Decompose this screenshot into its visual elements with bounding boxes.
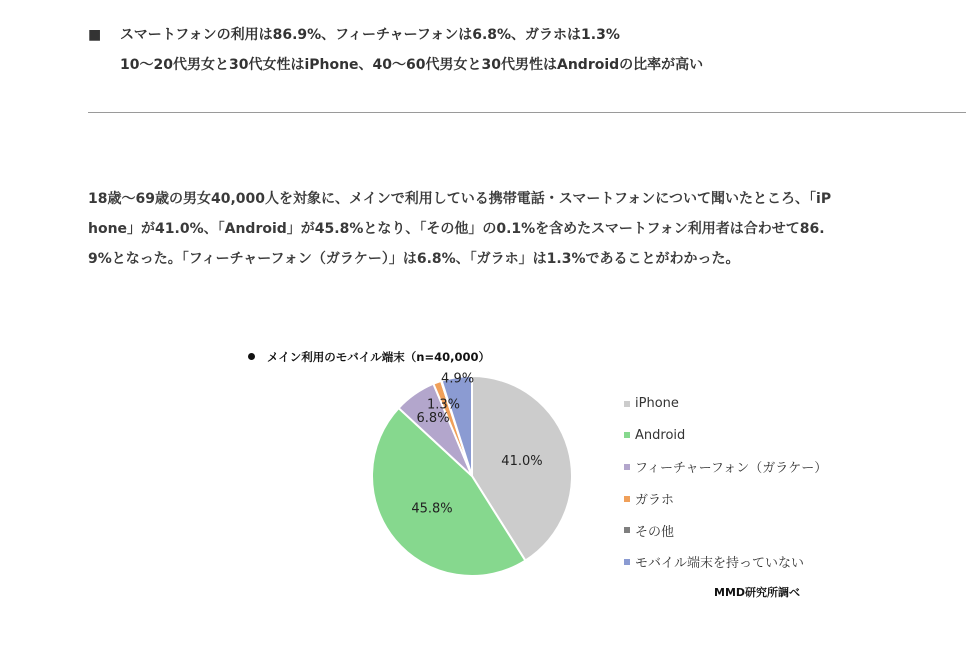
data-label: 41.0% [501, 454, 543, 470]
legend-item [624, 420, 827, 452]
legend-swatch [624, 527, 630, 533]
legend-item [624, 388, 827, 420]
data-label: 45.8% [411, 501, 453, 517]
legend-item [624, 514, 827, 546]
legend-label: モバイル端末を持っていない [635, 556, 805, 572]
legend-swatch [624, 496, 630, 502]
legend-label: Android [635, 427, 686, 443]
legend-item [624, 451, 827, 483]
legend-label: その他 [635, 524, 675, 540]
headline-line-1: スマートフォンの利用は86.9%、フィーチャーフォンは6.8%、ガラホは1.3% [120, 27, 620, 43]
legend-item [624, 483, 827, 515]
legend-swatch [624, 401, 630, 407]
legend-swatch [624, 559, 630, 565]
legend-item [624, 546, 827, 578]
legend-label: ガラホ [635, 493, 675, 509]
chart-legend [624, 388, 827, 578]
legend-swatch [624, 432, 630, 438]
paragraph-line-1: 18歳〜69歳の男女40,000人を対象に、メインで利用している携帯電話・スマートフォンについて聞いたところ、「iP [88, 191, 832, 207]
data-label: 6.8% [416, 410, 450, 426]
data-label: 1.3% [426, 397, 460, 413]
square-bullet-icon: ■ [88, 27, 102, 43]
paragraph-line-3: 9%となった。「フィーチャーフォン（ガラケー）」は6.8%、「ガラホ」は1.3%であることがわかった。 [88, 251, 740, 267]
data-label: 4.9% [441, 371, 475, 387]
legend-swatch [624, 464, 630, 470]
legend-label: フィーチャーフォン（ガラケー） [635, 461, 828, 477]
paragraph-line-2: hone」が41.0%、「Android」が45.8%となり、「その他」の0.1%を含めたスマートフォン利用者は合わせて86. [88, 221, 825, 237]
headline-line-2: 10〜20代男女と30代女性はiPhone、40〜60代男女と30代男性はAndroidの比率が高い [120, 57, 704, 73]
legend-label: iPhone [635, 396, 679, 412]
source-note: MMD研究所調べ [714, 586, 801, 599]
chart-title-text: メイン利用のモバイル端末（n=40,000） [267, 350, 490, 364]
